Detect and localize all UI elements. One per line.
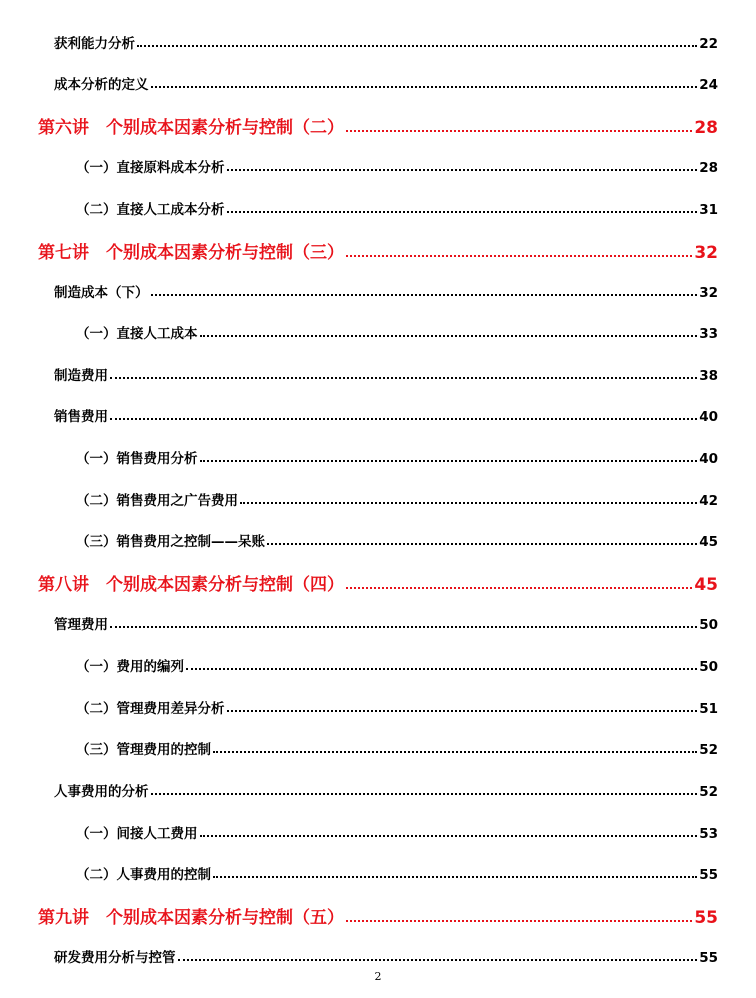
toc-entry[interactable] <box>54 405 718 425</box>
toc-entry-page: 45 <box>694 575 718 595</box>
dot-leader <box>110 416 697 420</box>
toc-entry-title: 研发费用分析与控管 <box>54 950 176 966</box>
dot-leader <box>200 333 698 337</box>
toc-entry-title: （二）人事费用的控制 <box>76 867 211 883</box>
dot-leader <box>240 500 697 504</box>
toc-entry[interactable] <box>76 863 718 883</box>
toc-entry[interactable] <box>54 946 718 966</box>
toc-entry-page: 28 <box>699 160 718 176</box>
toc-entry-title: （一）销售费用分析 <box>76 451 198 467</box>
toc-entry-title: 管理费用 <box>54 617 108 633</box>
toc-chapter-entry[interactable] <box>38 113 718 138</box>
toc-entry-title: 人事费用的分析 <box>54 784 149 800</box>
toc-entry-title: 销售费用 <box>54 409 108 425</box>
dot-leader <box>213 874 697 878</box>
toc-entry-page: 40 <box>699 409 718 425</box>
toc-entry-title: （二）管理费用差异分析 <box>76 701 225 717</box>
toc-entry[interactable] <box>54 364 718 384</box>
toc-entry-title: 第八讲 个别成本因素分析与控制（四） <box>38 575 344 595</box>
toc-entry[interactable] <box>76 697 718 717</box>
toc-chapter-entry[interactable] <box>38 570 718 595</box>
toc-entry[interactable] <box>76 322 718 342</box>
toc-entry-title: （一）间接人工费用 <box>76 826 198 842</box>
toc-entry-page: 42 <box>699 493 718 509</box>
toc-chapter-entry[interactable] <box>38 903 718 928</box>
dot-leader <box>346 128 692 132</box>
toc-entry-page: 24 <box>699 77 718 93</box>
toc-entry-page: 31 <box>699 202 718 218</box>
toc-entry-page: 55 <box>699 950 718 966</box>
toc-entry[interactable] <box>54 32 718 52</box>
dot-leader <box>110 375 697 379</box>
dot-leader <box>178 957 698 961</box>
toc-entry-page: 28 <box>694 118 718 138</box>
toc-entry-title: 获利能力分析 <box>54 36 135 52</box>
dot-leader <box>186 666 697 670</box>
dot-leader <box>227 209 698 213</box>
page-number: 2 <box>374 970 382 983</box>
toc-entry-title: （一）直接人工成本 <box>76 326 198 342</box>
toc-entry-page: 50 <box>699 617 718 633</box>
toc-entry-page: 52 <box>699 742 718 758</box>
toc-entry-title: 第六讲 个别成本因素分析与控制（二） <box>38 118 344 138</box>
toc-entry[interactable] <box>76 738 718 758</box>
toc-entry-title: （三）管理费用的控制 <box>76 742 211 758</box>
dot-leader <box>346 918 692 922</box>
toc-entry-page: 40 <box>699 451 718 467</box>
toc-entry-title: 制造费用 <box>54 368 108 384</box>
toc-entry-page: 32 <box>694 243 718 263</box>
toc-entry-page: 22 <box>699 36 718 52</box>
dot-leader <box>346 585 692 589</box>
toc-entry[interactable] <box>54 780 718 800</box>
dot-leader <box>110 624 697 628</box>
dot-leader <box>346 253 692 257</box>
toc-entry-title: 第七讲 个别成本因素分析与控制（三） <box>38 243 344 263</box>
toc-entry[interactable] <box>76 822 718 842</box>
toc-entry-title: （三）销售费用之控制——呆账 <box>76 534 265 550</box>
toc-entry-title: （二）销售费用之广告费用 <box>76 493 238 509</box>
toc-entry-page: 45 <box>699 534 718 550</box>
toc-entry-title: 第九讲 个别成本因素分析与控制（五） <box>38 908 344 928</box>
toc-entry[interactable] <box>76 156 718 176</box>
dot-leader <box>137 43 697 47</box>
dot-leader <box>200 458 698 462</box>
dot-leader <box>151 791 698 795</box>
dot-leader <box>151 292 698 296</box>
toc-entry-page: 55 <box>699 867 718 883</box>
toc-entry-page: 38 <box>699 368 718 384</box>
toc-entry[interactable] <box>54 73 718 93</box>
toc-entry-title: 成本分析的定义 <box>54 77 149 93</box>
toc-entry-page: 55 <box>694 908 718 928</box>
toc-entry-title: （一）费用的编列 <box>76 659 184 675</box>
toc-entry-page: 53 <box>699 826 718 842</box>
dot-leader <box>227 708 698 712</box>
toc-entry-title: 制造成本（下） <box>54 285 149 301</box>
toc-entry[interactable] <box>76 198 718 218</box>
toc-entry[interactable] <box>76 447 718 467</box>
toc-chapter-entry[interactable] <box>38 238 718 263</box>
toc-entry[interactable] <box>54 281 718 301</box>
toc-entry-page: 33 <box>699 326 718 342</box>
dot-leader <box>227 167 698 171</box>
toc-entry-page: 50 <box>699 659 718 675</box>
toc-entry-page: 51 <box>699 701 718 717</box>
dot-leader <box>151 84 698 88</box>
toc-entry[interactable] <box>76 530 718 550</box>
dot-leader <box>200 833 698 837</box>
toc-entry[interactable] <box>54 613 718 633</box>
toc-entry-title: （一）直接原料成本分析 <box>76 160 225 176</box>
toc-entry-page: 32 <box>699 285 718 301</box>
dot-leader <box>267 541 697 545</box>
toc-entry-title: （二）直接人工成本分析 <box>76 202 225 218</box>
toc-entry[interactable] <box>76 655 718 675</box>
toc-entry-page: 52 <box>699 784 718 800</box>
dot-leader <box>213 749 697 753</box>
toc-entry[interactable] <box>76 489 718 509</box>
